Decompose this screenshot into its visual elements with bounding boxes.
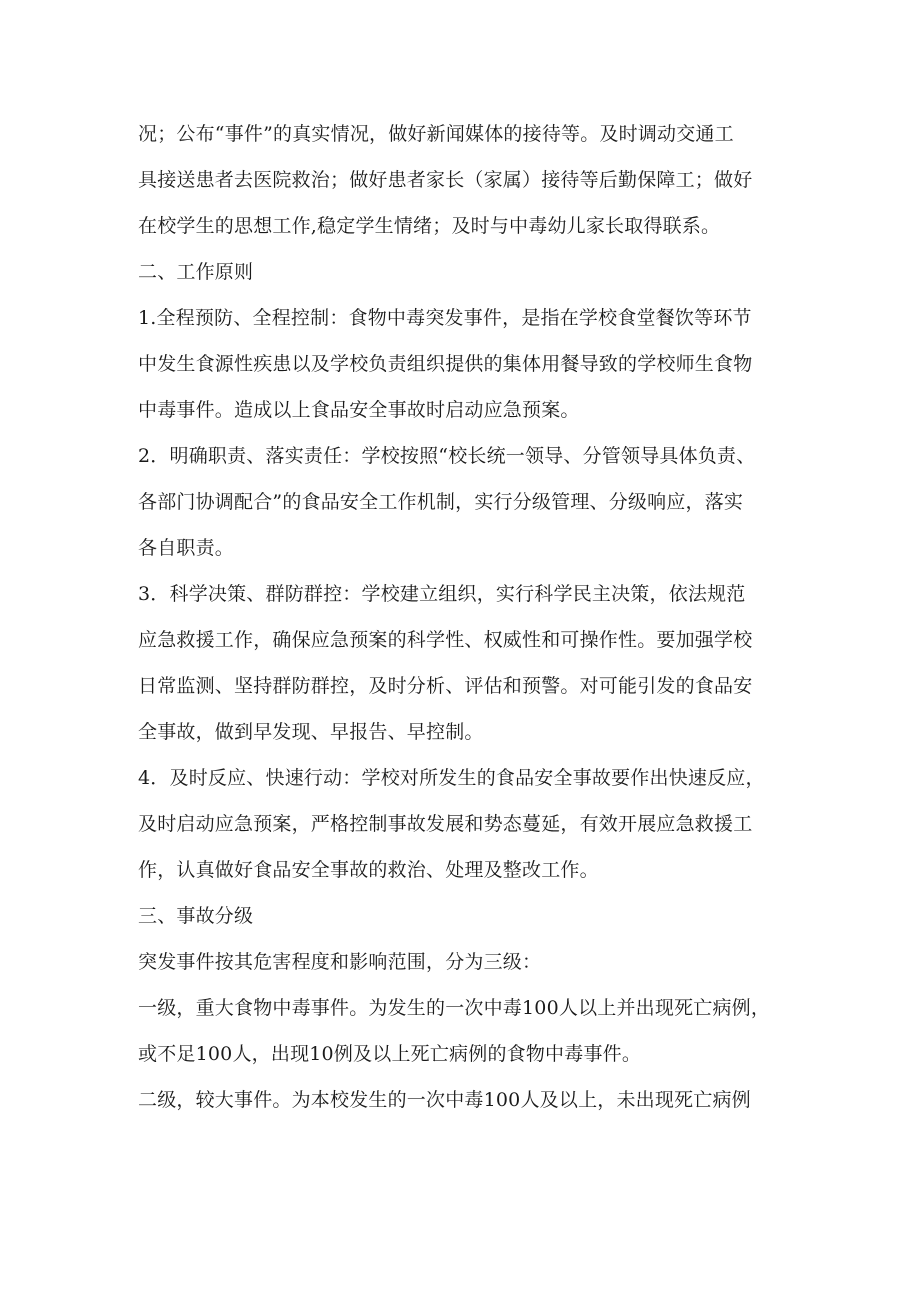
paragraph-line: 中毒事件。造成以上食品安全事故时启动应急预案。: [138, 399, 580, 421]
paragraph-line: 各部门协调配合”的食品安全工作机制，实行分级管理、分级响应，落实: [138, 491, 744, 513]
paragraph-line: 一级，重大食物中毒事件。为发生的一次中毒100人以上并出现死亡病例，: [138, 997, 771, 1019]
paragraph-line: 作，认真做好食品安全事故的救治、处理及整改工作。: [138, 859, 599, 881]
paragraph-line: 各自职责。: [138, 537, 235, 559]
paragraph-line: 况；公布“事件”的真实情况，做好新闻媒体的接待等。及时调动交通工: [138, 123, 734, 145]
paragraph-line: 应急救援工作，确保应急预案的科学性、权威性和可操作性。要加强学校: [138, 629, 753, 651]
paragraph-line: 全事故，做到早发现、早报告、早控制。: [138, 721, 484, 743]
paragraph-line: 或不足100人，出现10例及以上死亡病例的食物中毒事件。: [138, 1043, 642, 1065]
paragraph-line: 二级，较大事件。为本校发生的一次中毒100人及以上，未出现死亡病例: [138, 1089, 751, 1111]
paragraph-line: 1.全程预防、全程控制：食物中毒突发事件，是指在学校食堂餐饮等环节: [138, 307, 752, 329]
paragraph-line: 在校学生的思想工作,稳定学生情绪；及时与中毒幼儿家长取得联系。: [138, 215, 721, 237]
paragraph-line: 2．明确职责、落实责任：学校按照“校长统一领导、分管领导具体负责、: [138, 445, 756, 467]
document-body: [138, 111, 798, 1123]
paragraph-line: 4．及时反应、快速行动：学校对所发生的食品安全事故要作出快速反应，: [138, 767, 765, 789]
paragraph-line: 3．科学决策、群防群控：学校建立组织，实行科学民主决策，依法规范: [138, 583, 746, 605]
paragraph-line: 具接送患者去医院救治；做好患者家长（家属）接待等后勤保障工；做好: [138, 169, 753, 191]
paragraph-line: 日常监测、坚持群防群控，及时分析、评估和预警。对可能引发的食品安: [138, 675, 753, 697]
paragraph-line: 中发生食源性疾患以及学校负责组织提供的集体用餐导致的学校师生食物: [138, 353, 753, 375]
paragraph-line: 及时启动应急预案，严格控制事故发展和势态蔓延，有效开展应急救援工: [138, 813, 753, 835]
paragraph-line: 突发事件按其危害程度和影响范围，分为三级：: [138, 951, 542, 973]
section-heading-grading: 三、事故分级: [138, 905, 254, 927]
section-heading-principles: 二、工作原则: [138, 261, 254, 283]
